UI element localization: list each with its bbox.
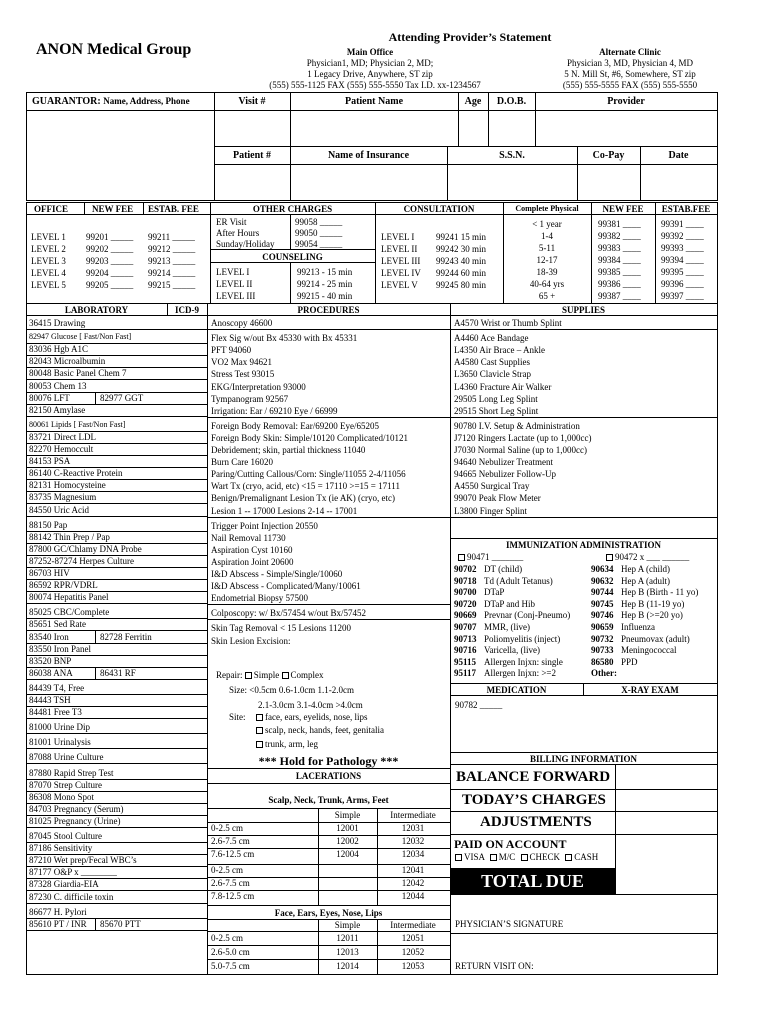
consult-level-label: LEVEL I — [381, 232, 415, 242]
physical-estab-fee-code: 99391 ____ — [661, 219, 704, 229]
supplies-header: SUPPLIES — [561, 305, 605, 315]
laceration-simple-code: 12001 — [336, 823, 359, 833]
physical-age-label: 40-64 yrs — [529, 279, 565, 289]
immun-90471: 90471 _______ — [458, 553, 523, 562]
laboratory-header: LABORATORY — [64, 305, 129, 315]
lab-item: 81000 Urine Dip — [29, 722, 90, 733]
counseling-code: 99215 - 40 min — [297, 291, 353, 301]
supply-item: L3800 Finger Splint — [454, 505, 528, 516]
physical-new-fee-header: NEW FEE — [602, 204, 644, 214]
medication-header: MEDICATION — [486, 685, 547, 695]
immun-name: Hep A (child) — [621, 564, 670, 574]
procedure-item: Anoscopy 46600 — [211, 318, 273, 328]
procedure-item: Nail Removal 11730 — [211, 532, 286, 543]
supply-item: A4570 Wrist or Thumb Splint — [454, 318, 562, 328]
copay-label: Co-Pay — [592, 150, 625, 161]
supply-item: 29515 Short Leg Splint — [454, 405, 539, 416]
form-title: Attending Provider’s Statement — [388, 30, 552, 44]
medication-90782: 90782 _____ — [455, 700, 503, 710]
laceration-intermediate-code: 12052 — [401, 947, 425, 957]
physical-age-label: 65 + — [538, 291, 556, 301]
lab-item: 84443 TSH — [29, 695, 71, 705]
total-due-label: TOTAL DUE — [450, 868, 615, 894]
physical-age-label: 5-11 — [538, 243, 556, 253]
lab-item: 86592 RPR/VDRL — [29, 580, 98, 591]
laceration-intermediate-code: 12042 — [401, 878, 425, 888]
main-office-line2: 1 Legacy Drive, Anywhere, ST zip — [307, 69, 433, 79]
immun-code: 90716 — [454, 645, 477, 656]
immun-name: Hep B (Birth - 11 yo) — [621, 587, 699, 598]
lab-item: 87045 Stool Culture — [29, 831, 103, 841]
other-charge-label: Sunday/Holiday — [216, 239, 275, 249]
other-charge-code: 99058 _____ — [295, 217, 343, 227]
icd9-header: ICD-9 — [175, 305, 199, 315]
physical-age-label: 18-39 — [536, 267, 558, 277]
procedure-item: Foreign Body Skin: Simple/10120 Complicated/10121 — [211, 432, 408, 443]
physical-estab-fee-code: 99397 ____ — [661, 291, 704, 301]
lab-item: 83721 Direct LDL — [29, 431, 96, 442]
immun-90472: 90472 x ___ ______ — [606, 553, 689, 562]
office-estab-fee-header: ESTAB. FEE — [148, 204, 199, 214]
site-label: Site: — [229, 712, 246, 722]
intermediate-header-1: Intermediate — [390, 810, 436, 820]
lab-item: 87800 GC/Chlamy DNA Probe — [29, 543, 142, 554]
procedure-item: EKG/Interpretation 93000 — [211, 381, 306, 392]
immun-name: Allergen Injxn: single — [484, 656, 563, 667]
counseling-header: COUNSELING — [262, 252, 323, 262]
lab-item: 80074 Hepatitis Panel — [29, 592, 109, 603]
patient-number-label: Patient # — [232, 150, 272, 161]
immun-code: 86580 — [591, 656, 614, 667]
office-header: OFFICE — [34, 204, 69, 214]
procedure-item: Skin Lesion Excision: — [211, 635, 291, 646]
procedure-item: Endometrial Biopsy 57500 — [211, 593, 308, 604]
laceration-size: 5.0-7.5 cm — [211, 961, 250, 971]
main-office-line3: (555) 555-1125 FAX (555) 555-5550 Tax I.D. xx-1234567 — [269, 80, 481, 90]
lab-item: 82131 Homocysteine — [29, 480, 106, 491]
laceration-size: 2.6-7.5 cm — [211, 878, 250, 888]
group-name: ANON Medical Group — [36, 41, 192, 58]
lab-item: 85651 Sed Rate — [29, 619, 86, 630]
laceration-intermediate-code: 12031 — [401, 823, 425, 833]
immun-code: 90669 — [454, 610, 477, 621]
procedure-item: I&D Abscess - Simple/Single/10060 — [211, 569, 343, 579]
office-estab-fee-code: 99211 _____ — [148, 232, 195, 242]
office-estab-fee-code: 99212 _____ — [148, 244, 196, 254]
other-charge-code: 99050 _____ — [295, 228, 343, 238]
office-new-fee-header: NEW FEE — [92, 204, 134, 214]
procedure-item: Stress Test 93015 — [211, 369, 275, 380]
immun-name: Influenza — [621, 622, 655, 632]
counseling-level-label: LEVEL III — [216, 291, 256, 301]
supply-item: A4580 Cast Supplies — [454, 357, 531, 368]
other-charge-label: After Hours — [216, 228, 260, 238]
consult-code: 99243 40 min — [436, 256, 487, 266]
visit-number-label: Visit # — [238, 96, 266, 107]
office-new-fee-code: 99202 _____ — [86, 244, 134, 254]
procedure-item: Debridement; skin, partial thickness 11040 — [211, 445, 366, 455]
lab-item: 82947 Glucose [ Fast/Non Fast] — [29, 332, 132, 342]
simple-header-1: Simple — [334, 810, 361, 820]
immun-name: Td (Adult Tetanus) — [484, 575, 553, 586]
immun-code: 90707 — [454, 622, 477, 632]
immun-name: Hep B (11-19 yo) — [621, 598, 685, 609]
other-charges-header: OTHER CHARGES — [252, 204, 333, 214]
laceration-intermediate-code: 12032 — [401, 836, 425, 846]
procedure-item: I&D Abscess - Complicated/Many/10061 — [211, 581, 361, 592]
supply-item: A4550 Surgical Tray — [454, 481, 530, 492]
procedure-item: Flex Sig w/out Bx 45330 with Bx 45331 — [211, 333, 358, 344]
alt-clinic-label: Alternate Clinic — [599, 47, 661, 57]
lab-item: 87088 Urine Culture — [29, 752, 104, 763]
consult-level-label: LEVEL V — [381, 280, 418, 290]
procedure-item: Irrigation: Ear / 69210 Eye / 66999 — [211, 405, 338, 416]
hold-for-pathology: *** Hold for Pathology *** — [258, 754, 399, 768]
lab-item: 80053 Chem 13 — [29, 380, 87, 391]
lab-item: 86703 HIV — [29, 568, 70, 578]
immun-name: DTaP — [484, 587, 505, 598]
check-checkbox[interactable] — [521, 854, 528, 861]
complete-physical-header: Complete Physical — [515, 204, 579, 213]
physical-new-fee-code: 99387 ____ — [598, 291, 641, 301]
lab-item: 87210 Wet prep/Fecal WBC’s — [29, 855, 137, 866]
immun-code: 90718 — [454, 575, 477, 586]
immun-code: 90733 — [591, 645, 614, 656]
supply-item: L4360 Fracture Air Walker — [454, 381, 552, 392]
immun-code: 90746 — [591, 610, 614, 621]
procedures-header: PROCEDURES — [297, 305, 360, 315]
physical-estab-fee-code: 99396 ____ — [661, 279, 704, 289]
lab-item: 82043 Microalbumin — [29, 356, 106, 367]
lab-item: 88142 Thin Prep / Pap — [29, 531, 110, 542]
immun-code: 90634 — [591, 564, 614, 574]
supply-item: 99070 Peak Flow Meter — [454, 493, 541, 504]
immun-name: Meningococcal — [621, 645, 677, 656]
alt-clinic-line2: 5 N. Mill St, #6, Somewhere, ST zip — [564, 69, 696, 79]
consultation-header: CONSULTATION — [403, 204, 475, 214]
dob-label: D.O.B. — [496, 96, 527, 107]
lab-item: 84550 Uric Acid — [29, 504, 89, 515]
office-level-label: LEVEL 2 — [31, 244, 66, 254]
complex-checkbox[interactable] — [282, 672, 289, 679]
laceration-simple-code: 12014 — [336, 961, 359, 971]
lab-item: 87328 Giardia-EIA — [29, 879, 99, 890]
physical-estab-fee-code: 99394 ____ — [661, 255, 704, 265]
alt-clinic-line3: (555) 555-5555 FAX (555) 555-5550 — [562, 80, 698, 90]
lab-item: 86038 ANA — [29, 667, 73, 678]
immun-code: 90700 — [454, 587, 477, 598]
site-option-3: trunk, arm, leg — [256, 740, 318, 749]
consult-level-label: LEVEL III — [381, 256, 421, 266]
repair-options: Repair: Simple Complex — [216, 670, 324, 680]
immun-name: Hep B (>=20 yo) — [621, 610, 683, 621]
immun-name: DTaP and Hib — [484, 598, 536, 609]
site1-checkbox[interactable] — [256, 714, 263, 721]
procedure-item: Aspiration Cyst 10160 — [211, 544, 293, 555]
consult-code: 99244 60 min — [436, 268, 487, 278]
other-charge-label: ER Visit — [216, 217, 247, 227]
office-new-fee-code: 99204 _____ — [86, 268, 134, 278]
immun-90471-checkbox[interactable] — [458, 554, 465, 561]
office-new-fee-code: 99205 _____ — [86, 280, 134, 290]
laceration-intermediate-code: 12053 — [401, 961, 425, 971]
intermediate-header-2: Intermediate — [390, 920, 436, 930]
supply-item: 90780 I.V. Setup & Administration — [454, 420, 580, 431]
laceration-simple-code: 12011 — [336, 933, 359, 943]
immun-code: 90632 — [591, 575, 614, 586]
office-level-label: LEVEL 4 — [31, 268, 66, 278]
procedure-item: Benign/Premalignant Lesion Tx (ie AK) (cryo, etc) — [211, 493, 396, 504]
alt-clinic-line1: Physician 3, MD, Physician 4, MD — [567, 58, 693, 68]
laceration-size: 2.6-5.0 cm — [211, 947, 250, 957]
lab-item: 83520 BNP — [29, 655, 72, 666]
lacerations-group-1: Scalp, Neck, Trunk, Arms, Feet — [268, 795, 389, 805]
laceration-simple-code: 12002 — [336, 836, 359, 846]
physical-new-fee-code: 99385 ____ — [598, 267, 641, 277]
counseling-code: 99213 - 15 min — [297, 267, 353, 277]
immun-90472-checkbox[interactable] — [606, 554, 613, 561]
supply-item: A4460 Ace Bandage — [454, 333, 529, 344]
xray-header: X-RAY EXAM — [621, 685, 679, 695]
lab-item: 36415 Drawing — [29, 318, 86, 328]
immun-code: 90702 — [454, 564, 477, 574]
lab-item: 87070 Strep Culture — [29, 779, 102, 790]
consult-level-label: LEVEL IV — [381, 268, 421, 278]
lab-item: 84439 T4, Free — [29, 682, 85, 693]
size-options-1: Size: <0.5cm 0.6-1.0cm 1.1-2.0cm — [229, 685, 355, 695]
size-options-2: 2.1-3.0cm 3.1-4.0cm >4.0cm — [258, 700, 363, 710]
consult-level-label: LEVEL II — [381, 244, 418, 254]
laceration-simple-code: 12004 — [336, 849, 359, 859]
procedure-item: Aspiration Joint 20600 — [211, 556, 294, 567]
lab-item: 87230 C. difficile toxin — [29, 891, 114, 902]
supply-item: 94665 Nebulizer Follow-Up — [454, 469, 556, 480]
lab-item: 83036 Hgb A1C — [29, 344, 89, 355]
office-level-label: LEVEL 5 — [31, 280, 66, 290]
physical-estab-fee-code: 99392 ____ — [661, 231, 704, 241]
lab-item: 85025 CBC/Complete — [29, 607, 110, 618]
laceration-size: 0-2.5 cm — [211, 933, 243, 943]
procedure-item: Trigger Point Injection 20550 — [211, 520, 318, 531]
supply-item: J7030 Normal Saline (up to 1,000cc) — [454, 445, 587, 455]
laceration-intermediate-code: 12044 — [401, 891, 425, 901]
lab-item: 87252-87274 Herpes Culture — [29, 555, 134, 566]
physical-new-fee-code: 99381 ____ — [598, 219, 641, 229]
office-new-fee-code: 99203 _____ — [86, 256, 134, 266]
immun-code: 90713 — [454, 633, 477, 644]
office-estab-fee-code: 99214 _____ — [148, 268, 196, 278]
procedure-item: Burn Care 16020 — [211, 457, 273, 468]
lacerations-group-2: Face, Ears, Eyes, Nose, Lips — [274, 908, 383, 918]
lab-item: 84481 Free T3 — [29, 707, 82, 718]
laceration-size: 7.6-12.5 cm — [211, 849, 255, 859]
laceration-size: 2.6-7.5 cm — [211, 836, 250, 846]
lab-item: 88150 Pap — [29, 519, 68, 530]
laceration-size: 7.8-12.5 cm — [211, 891, 255, 901]
physical-estab-fee-code: 99395 ____ — [661, 267, 704, 277]
lab-item: 81025 Pregnancy (Urine) — [29, 815, 121, 826]
procedure-item: Paring/Cutting Callous/Corn: Single/11055 2-4/11056 — [211, 469, 406, 480]
procedure-item: Skin Tag Removal < 15 Lesions 11200 — [211, 623, 351, 634]
laceration-intermediate-code: 12041 — [401, 865, 425, 875]
lab-item: 87177 O&P x ________ — [29, 867, 117, 878]
immun-name: DT (child) — [484, 564, 523, 574]
balance-forward-label: BALANCE FORWARD — [456, 769, 611, 785]
other-charge-code: 99054 _____ — [295, 239, 343, 249]
lab-item: 86140 C-Reactive Protein — [29, 468, 123, 479]
laceration-intermediate-code: 12051 — [401, 933, 425, 943]
procedure-item: Colposcopy: w/ Bx/57454 w/out Bx/57452 — [211, 608, 367, 619]
patient-name-label: Patient Name — [344, 96, 404, 107]
lab-item: 86677 H. Pylori — [29, 906, 87, 917]
lab-item: 85610 PT / INR — [29, 918, 87, 929]
simple-checkbox[interactable] — [245, 672, 252, 679]
date-label: Date — [668, 150, 689, 161]
physical-new-fee-code: 99383 ____ — [598, 243, 641, 253]
site-option-1: face, ears, eyelids, nose, lips — [256, 713, 367, 722]
supply-item: L4350 Air Brace – Ankle — [454, 345, 545, 356]
immun-code: 90659 — [591, 622, 614, 632]
lab-item: 87186 Sensitivity — [29, 843, 93, 854]
lab-item: 83550 Iron Panel — [29, 643, 91, 654]
immun-name: PPD — [621, 656, 638, 667]
immun-name: Varicella, (live) — [484, 645, 540, 656]
immun-code: 95115 — [454, 656, 477, 667]
immun-name: Allergen Injxn: >=2 — [484, 668, 556, 679]
physical-age-label: 12-17 — [536, 255, 558, 265]
physical-new-fee-code: 99384 ____ — [598, 255, 641, 265]
physical-age-label: 1-4 — [541, 231, 553, 241]
counseling-level-label: LEVEL I — [216, 267, 250, 277]
supply-item: J7120 Ringers Lactate (up to 1,000cc) — [454, 432, 592, 443]
office-estab-fee-code: 99215 _____ — [148, 280, 196, 290]
return-visit-label: RETURN VISIT ON: — [455, 961, 534, 971]
immun-code: 95117 — [454, 668, 477, 679]
immun-code: 90732 — [591, 633, 614, 644]
physical-new-fee-code: 99382 ____ — [598, 231, 641, 241]
procedure-item: Foreign Body Removal: Ear/69200 Eye/65205 — [211, 420, 379, 431]
mc-checkbox[interactable] — [490, 854, 497, 861]
site3-checkbox[interactable] — [256, 741, 263, 748]
supply-item: 29505 Long Leg Splint — [454, 393, 538, 404]
physicians-signature-label: PHYSICIAN’S SIGNATURE — [455, 919, 564, 929]
immun-name: Poliomyelitis (inject) — [484, 633, 561, 644]
procedure-item: PFT 94060 — [211, 345, 252, 356]
age-label: Age — [464, 96, 482, 107]
immun-code: 90745 — [591, 598, 614, 609]
laceration-simple-code: 12013 — [336, 947, 359, 957]
procedure-item: VO2 Max 94621 — [211, 357, 272, 368]
office-level-label: LEVEL 3 — [31, 256, 66, 266]
lab-item: 82150 Amylase — [29, 404, 86, 415]
immun-name: Hep A (adult) — [621, 575, 670, 586]
supply-item: 94640 Nebulizer Treatment — [454, 457, 553, 468]
lab-item: 84153 PSA — [29, 456, 71, 467]
billing-header: BILLING INFORMATION — [529, 754, 638, 764]
main-office-label: Main Office — [346, 47, 394, 57]
simple-header-2: Simple — [334, 920, 361, 930]
visa-checkbox[interactable] — [455, 854, 462, 861]
office-new-fee-code: 99201 _____ — [86, 232, 134, 242]
lab-item: 86308 Mono Spot — [29, 791, 95, 802]
counseling-code: 99214 - 25 min — [297, 279, 353, 289]
lab-item: 82270 Hemoccult — [29, 444, 94, 454]
physical-estab-fee-header: ESTAB.FEE — [661, 204, 711, 214]
physical-estab-fee-code: 99393 ____ — [661, 243, 704, 253]
laceration-intermediate-code: 12034 — [401, 849, 425, 859]
guarantor-label: GUARANTOR: Name, Address, Phone — [32, 96, 190, 107]
immun-code: Other: — [591, 668, 617, 679]
office-estab-fee-code: 99213 _____ — [148, 256, 196, 266]
laceration-size: 0-2.5 cm — [211, 865, 243, 875]
cash-checkbox[interactable] — [565, 854, 572, 861]
office-level-label: LEVEL 1 — [31, 232, 66, 242]
immun-name: Prevnar (Conj-Pneumo) — [484, 610, 571, 621]
laceration-size: 0-2.5 cm — [211, 823, 243, 833]
site2-checkbox[interactable] — [256, 727, 263, 734]
physical-age-label: < 1 year — [532, 219, 562, 229]
lab-item-secondary: 86431 RF — [100, 667, 136, 678]
procedure-item: Lesion 1 -- 17000 Lesions 2-14 -- 17001 — [211, 505, 358, 516]
provider-label: Provider — [607, 96, 645, 107]
counseling-level-label: LEVEL II — [216, 279, 253, 289]
immunization-header: IMMUNIZATION ADMINISTRATION — [506, 540, 661, 550]
lab-item-secondary: 85670 PTT — [100, 918, 141, 929]
site-option-2: scalp, neck, hands, feet, genitalia — [256, 726, 384, 735]
main-office-line1: Physician1, MD; Physician 2, MD; — [306, 58, 434, 68]
lab-item: 83735 Magnesium — [29, 492, 97, 503]
lab-item: 80061 Lipids [ Fast/Non Fast] — [29, 419, 126, 429]
lab-item-secondary: 82728 Ferritin — [100, 631, 152, 642]
supply-item: L3650 Clavicle Strap — [454, 369, 531, 380]
immun-code: 90720 — [454, 598, 477, 609]
immun-name: MMR, (live) — [484, 622, 530, 632]
lab-item: 84703 Pregnancy (Serum) — [29, 803, 124, 814]
immun-code: 90744 — [591, 587, 614, 598]
todays-charges-label: TODAY’S CHARGES — [462, 792, 606, 808]
insurance-label: Name of Insurance — [327, 150, 410, 161]
consult-code: 99242 30 min — [436, 244, 487, 254]
lacerations-header: LACERATIONS — [295, 771, 362, 781]
paid-on-account-label: PAID ON ACCOUNT — [454, 837, 567, 851]
lab-item-secondary: 82977 GGT — [100, 392, 144, 403]
adjustments-label: ADJUSTMENTS — [480, 814, 592, 830]
physical-new-fee-code: 99386 ____ — [598, 279, 641, 289]
ssn-label: S.S.N. — [499, 150, 525, 161]
lab-item: 80076 LFT — [29, 392, 70, 403]
lab-item: 87880 Rapid Strep Test — [29, 767, 114, 778]
immun-name: Pneumovax (adult) — [621, 633, 690, 644]
payment-methods: VISA M/C CHECK CASH — [455, 853, 598, 862]
procedure-item: Tympanogram 92567 — [211, 393, 289, 404]
consult-code: 99245 80 min — [436, 280, 487, 290]
lab-item: 81001 Urinalysis — [29, 737, 91, 748]
lab-item: 83540 Iron — [29, 631, 69, 642]
lab-item: 80048 Basic Panel Chem 7 — [29, 368, 127, 379]
consult-code: 99241 15 min — [436, 232, 487, 242]
procedure-item: Wart Tx (cryo, acid, etc) <15 = 17110 >=15 = 17111 — [211, 481, 400, 492]
